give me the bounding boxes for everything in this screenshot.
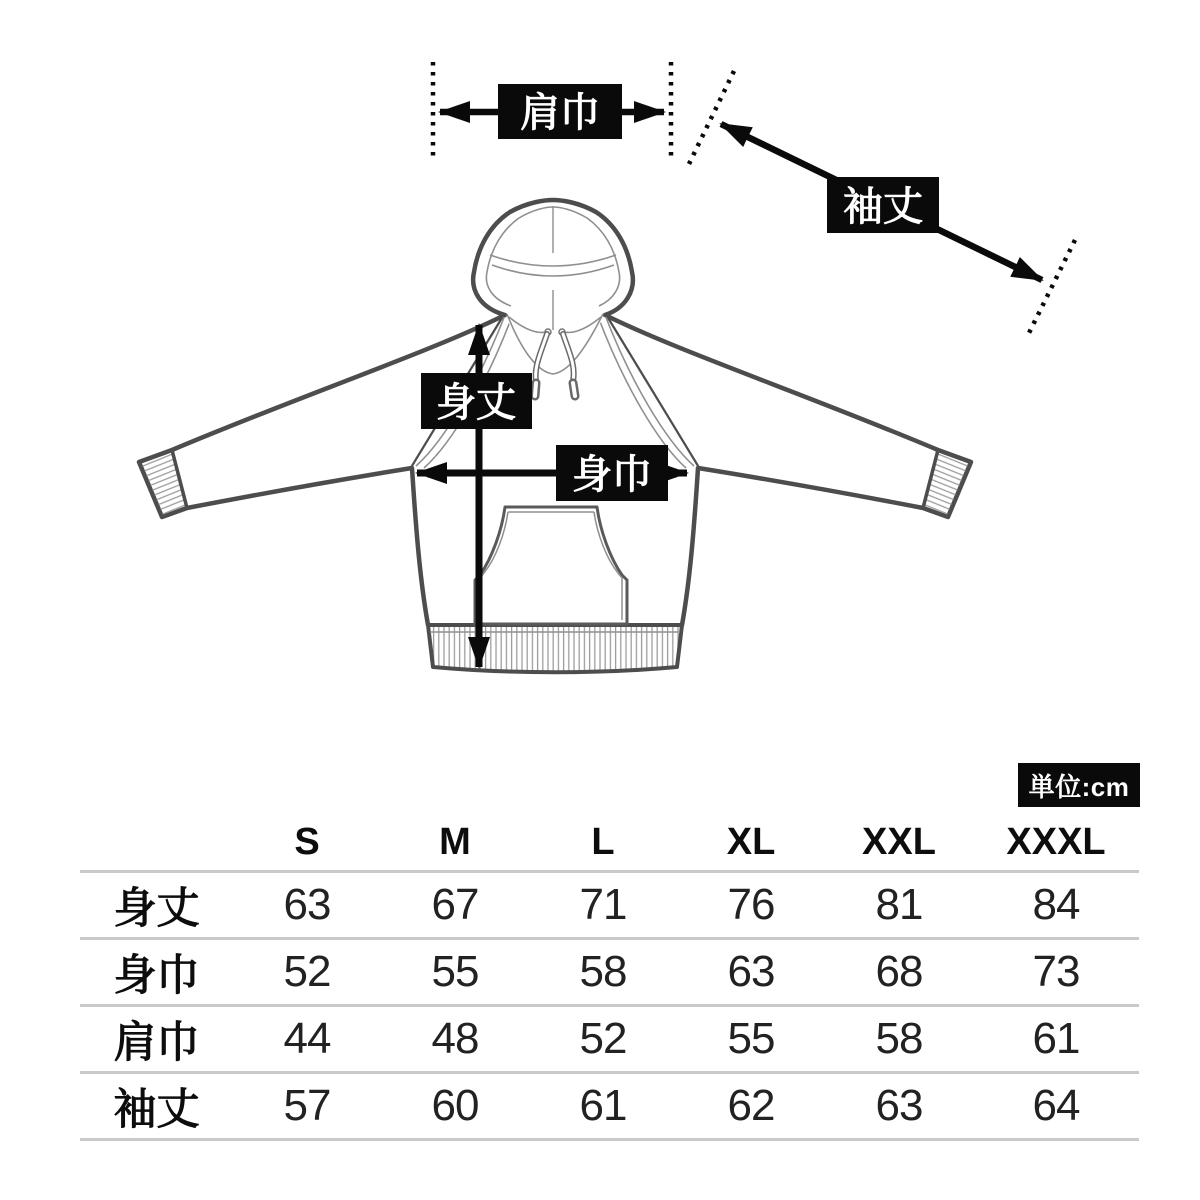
row-label: 袖丈 bbox=[113, 1085, 200, 1134]
table-row-sleeve-length bbox=[80, 1074, 1139, 1141]
column-header-xxxl: XXXL bbox=[1006, 821, 1106, 863]
size-table-header-row bbox=[80, 815, 1139, 873]
column-header-xl: XL bbox=[726, 821, 776, 863]
column-header-xxl: XXL bbox=[862, 821, 936, 863]
value-cell: 64 bbox=[1032, 1081, 1080, 1130]
size-table bbox=[80, 815, 1139, 1141]
value-cell: 63 bbox=[875, 1081, 923, 1130]
body-length-label-text: 身丈 bbox=[436, 381, 516, 425]
table-row-shoulder-width bbox=[80, 1007, 1139, 1074]
value-cell: 44 bbox=[283, 1014, 331, 1063]
value-cell: 52 bbox=[283, 947, 331, 996]
body-length-label bbox=[421, 373, 532, 429]
value-cell: 76 bbox=[727, 880, 775, 929]
value-cell: 55 bbox=[431, 947, 479, 996]
value-cell: 58 bbox=[579, 947, 627, 996]
column-header-l: L bbox=[591, 821, 615, 863]
value-cell: 55 bbox=[727, 1014, 775, 1063]
body-width-label bbox=[556, 445, 668, 501]
sleeve-length-label-text: 袖丈 bbox=[843, 185, 923, 229]
column-header-s: S bbox=[294, 821, 320, 863]
value-cell: 63 bbox=[727, 947, 775, 996]
body-width-label-text: 身巾 bbox=[572, 453, 652, 497]
sleeve-guide-upper bbox=[689, 71, 734, 164]
shoulder-width-label-text: 肩巾 bbox=[520, 91, 600, 135]
value-cell: 57 bbox=[283, 1081, 331, 1130]
unit-badge-text: 単位:cm bbox=[1028, 771, 1130, 802]
column-header-m: M bbox=[439, 821, 471, 863]
hoodie-flat-drawing bbox=[139, 200, 971, 672]
value-cell: 73 bbox=[1032, 947, 1080, 996]
sleeve-guide-lower bbox=[1029, 240, 1075, 333]
value-cell: 71 bbox=[579, 880, 627, 929]
sleeve-length-label bbox=[827, 177, 939, 233]
value-cell: 60 bbox=[431, 1081, 479, 1130]
value-cell: 61 bbox=[1032, 1014, 1080, 1063]
table-row-body-width bbox=[80, 940, 1139, 1007]
shoulder-width-label bbox=[498, 84, 622, 139]
row-label: 肩巾 bbox=[113, 1018, 200, 1067]
value-cell: 84 bbox=[1032, 880, 1080, 929]
value-cell: 48 bbox=[431, 1014, 479, 1063]
unit-badge bbox=[1018, 763, 1140, 807]
value-cell: 68 bbox=[875, 947, 923, 996]
row-label: 身丈 bbox=[113, 884, 200, 933]
row-label: 身巾 bbox=[113, 951, 200, 1000]
value-cell: 58 bbox=[875, 1014, 923, 1063]
value-cell: 52 bbox=[579, 1014, 627, 1063]
table-row-body-length bbox=[80, 873, 1139, 940]
value-cell: 67 bbox=[431, 880, 479, 929]
value-cell: 61 bbox=[579, 1081, 627, 1130]
value-cell: 63 bbox=[283, 880, 331, 929]
value-cell: 81 bbox=[875, 880, 923, 929]
value-cell: 62 bbox=[727, 1081, 775, 1130]
